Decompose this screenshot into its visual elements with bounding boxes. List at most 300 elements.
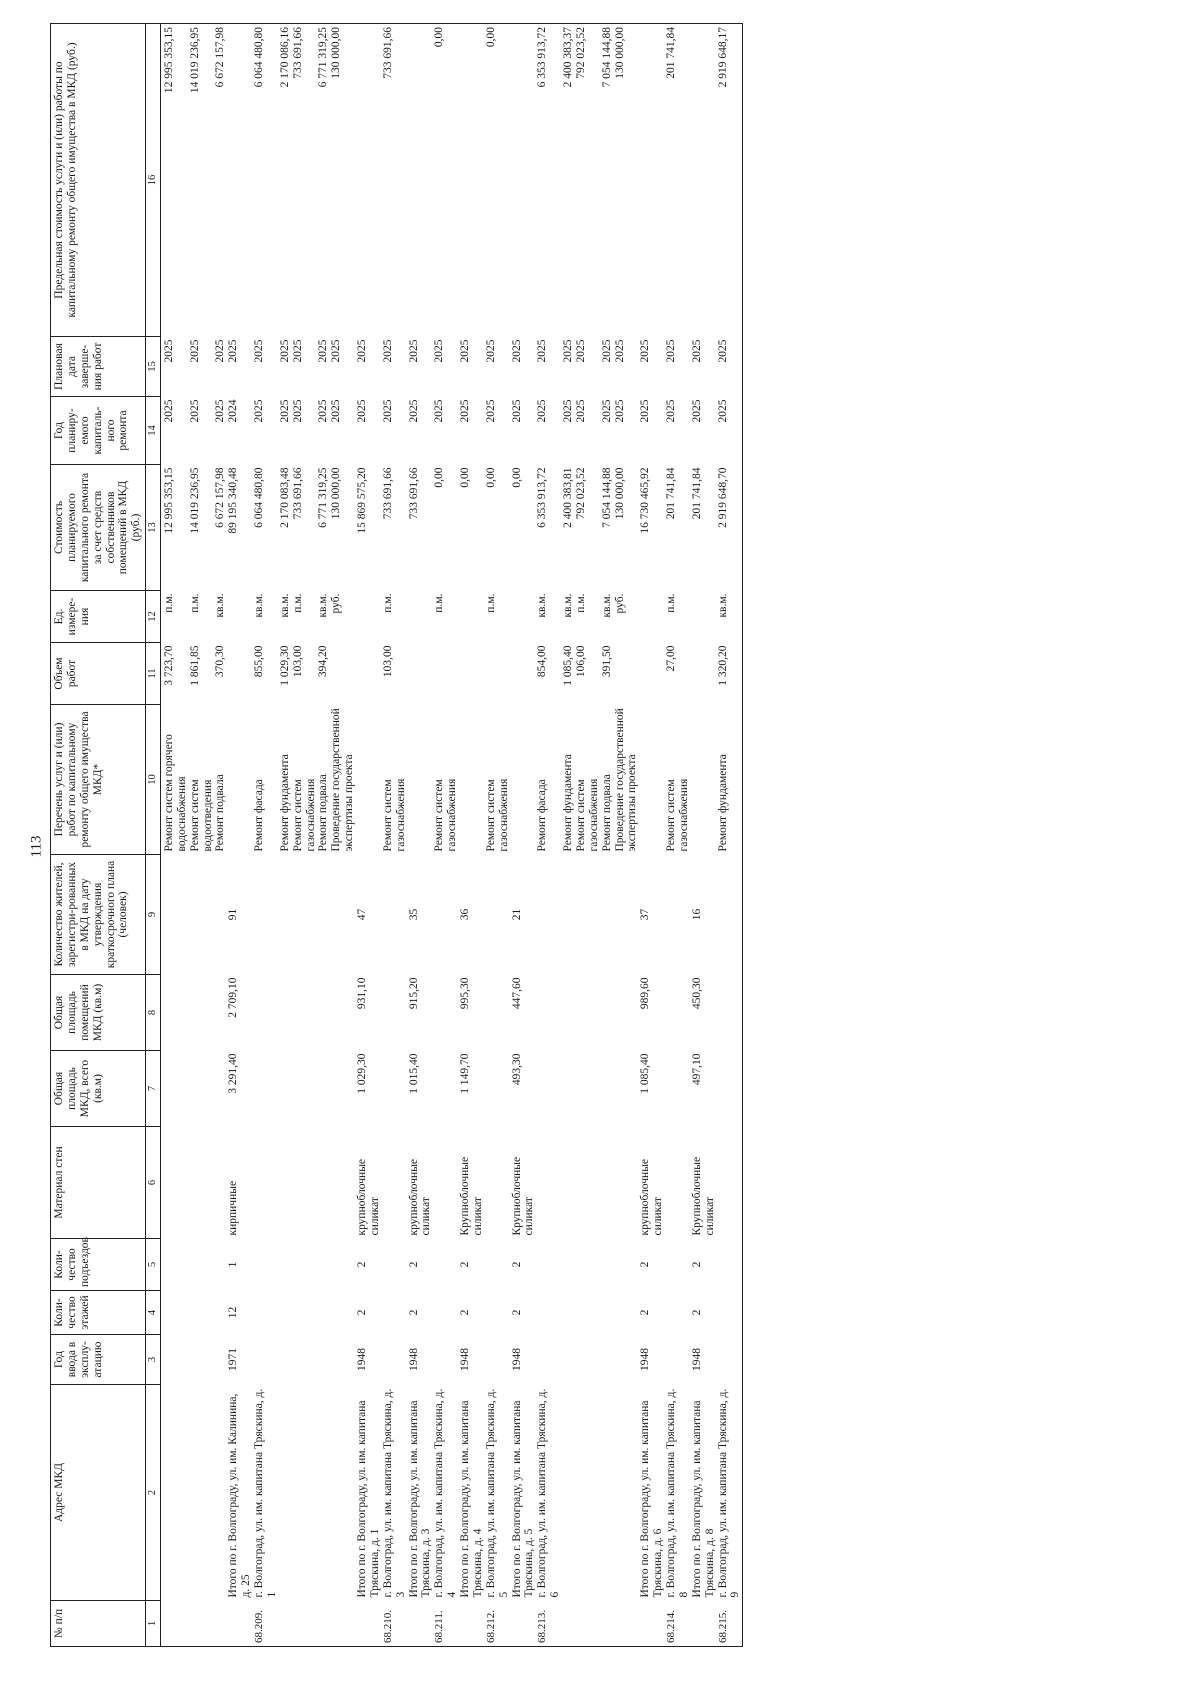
completion-date-cell: 2025 <box>639 339 652 363</box>
work-type-cell: Ремонт систем горячего водоснабжения <box>162 734 188 852</box>
work-volume-cell: 855,00 <box>253 645 265 678</box>
max-cost-cell: 6 064 480,80 <box>253 24 279 337</box>
max-cost-cell: 733 691,66 <box>292 24 318 337</box>
table-row <box>292 24 318 1647</box>
work-volume-cell: 27,00 <box>665 645 677 672</box>
address-cell: Итого по г. Волгограду, ул. им. капитана Тряскина, д. 8 <box>690 1400 716 1598</box>
repair-year-cell: 2025 <box>574 399 587 423</box>
repair-year-cell: 2025 <box>407 399 420 423</box>
wall-material-cell <box>717 1127 743 1239</box>
year-built-cell <box>253 1335 279 1385</box>
year-built-cell <box>433 1335 459 1385</box>
table-row <box>717 24 743 1647</box>
completion-date-cell: 2025 <box>188 339 201 363</box>
wall-material-cell <box>382 1127 408 1239</box>
total-area-cell <box>189 1051 215 1127</box>
repair-year-cell: 2025 <box>459 399 471 423</box>
planned-cost-cell: 0,00 <box>459 467 471 488</box>
entrances-cell <box>160 1239 188 1291</box>
work-type-cell: Ремонт фундамента <box>278 754 291 852</box>
premises-area-cell <box>485 975 511 1051</box>
row-number-cell <box>408 1601 434 1647</box>
entrances-cell <box>253 1239 279 1291</box>
column-header-13: Стоимость планируемого капитального ремонта за счет средств собственников помещений в МКД (руб.) <box>51 465 146 591</box>
repair-year-cell: 2025 <box>690 399 703 423</box>
table-row <box>511 24 537 1647</box>
repair-year-cell: 2025 <box>613 399 626 423</box>
completion-date-cell: 2025 <box>356 339 368 363</box>
unit-cell: кв.м. <box>278 593 291 618</box>
max-cost-cell: 7 054 144,88 <box>601 24 614 337</box>
row-number-cell <box>279 1601 292 1647</box>
column-header-11: Объем работ <box>51 643 146 705</box>
year-built-cell: 1948 <box>356 1348 368 1371</box>
wall-material-cell <box>214 1127 227 1239</box>
residents-cell <box>279 855 292 975</box>
address-cell <box>562 1385 575 1601</box>
unit-cell <box>408 591 434 643</box>
residents-cell: 35 <box>407 908 420 921</box>
unit-cell: руб. <box>613 593 626 614</box>
column-header-7: Общая площадь МКД, всего (кв.м) <box>51 1051 146 1127</box>
planned-cost-cell: 12 995 353,15 <box>162 467 175 534</box>
repair-year-cell: 2025 <box>510 399 523 423</box>
premises-area-cell <box>601 975 614 1051</box>
total-area-cell <box>665 1051 691 1127</box>
repair-year-cell: 2025 <box>330 399 343 423</box>
year-built-cell: 1948 <box>510 1348 523 1371</box>
entrances-cell: 2 <box>639 1261 652 1268</box>
work-volume-cell <box>356 643 382 705</box>
row-number-cell <box>614 1601 640 1647</box>
column-number-12: 12 <box>146 591 161 643</box>
completion-date-cell: 2025 <box>407 339 420 363</box>
entrances-cell <box>330 1239 356 1291</box>
floors-cell <box>317 1291 330 1335</box>
work-volume-cell <box>227 643 253 705</box>
entrances-cell <box>317 1239 330 1291</box>
residents-cell: 21 <box>510 908 523 921</box>
table-row <box>601 24 614 1647</box>
max-cost-cell: 792 023,52 <box>575 24 601 337</box>
year-built-cell <box>575 1335 601 1385</box>
work-volume-cell: 1 085,40 <box>562 645 574 686</box>
repair-year-cell: 2024 <box>227 399 240 423</box>
entrances-cell <box>536 1239 562 1291</box>
year-built-cell <box>292 1335 318 1385</box>
address-cell <box>601 1385 614 1601</box>
address-cell: г. Волгоград, ул. им. капитана Тряскина, д. 5 <box>484 1388 510 1598</box>
address-cell: Итого по г. Волгограду, ул. им. капитана Тряскина, д. 3 <box>407 1400 433 1598</box>
planned-cost-cell: 0,00 <box>433 467 446 488</box>
page-number: 113 <box>28 835 45 858</box>
residents-cell <box>536 855 562 975</box>
wall-material-cell <box>279 1127 292 1239</box>
work-type-cell <box>227 705 253 855</box>
premises-area-cell <box>717 975 743 1051</box>
wall-material-cell <box>665 1127 691 1239</box>
unit-cell: п.м. <box>291 593 304 613</box>
completion-date-cell: 2025 <box>162 339 175 363</box>
row-number-cell <box>292 1601 318 1647</box>
premises-area-cell <box>614 975 640 1051</box>
column-header-4: Коли-чество этажей <box>51 1291 146 1335</box>
floors-cell <box>433 1291 459 1335</box>
completion-date-cell: 2025 <box>291 339 304 363</box>
unit-cell: кв.м. <box>317 593 330 618</box>
premises-area-cell <box>330 975 356 1051</box>
premises-area-cell <box>292 975 318 1051</box>
wall-material-cell <box>485 1127 511 1239</box>
year-built-cell <box>614 1335 640 1385</box>
wall-material-cell <box>614 1127 640 1239</box>
address-cell: г. Волгоград, ул. им. капитана Тряскина, д. 1 <box>253 1388 278 1598</box>
table-row <box>485 24 511 1647</box>
row-number-cell <box>227 1601 253 1647</box>
table-row <box>665 24 691 1647</box>
premises-area-cell <box>279 975 292 1051</box>
row-number-cell: 68.213. <box>536 1601 562 1647</box>
work-type-cell: Ремонт систем водоотведения <box>188 779 214 852</box>
work-type-cell: Проведение государственной экспертизы проекта <box>330 708 356 852</box>
floors-cell <box>214 1291 227 1335</box>
work-type-cell: Ремонт фундамента <box>717 705 743 855</box>
residents-cell: 16 <box>690 908 703 921</box>
unit-cell: кв.м. <box>214 593 227 618</box>
address-cell <box>214 1385 227 1601</box>
work-type-cell <box>691 705 717 855</box>
residents-cell <box>433 855 459 975</box>
completion-date-cell: 2025 <box>381 339 394 363</box>
planned-cost-cell: 89 195 340,48 <box>227 467 240 534</box>
residents-cell: 37 <box>639 908 652 921</box>
work-type-cell: Ремонт систем газоснабжения <box>433 778 459 852</box>
year-built-cell <box>317 1335 330 1385</box>
address-cell <box>317 1385 330 1601</box>
max-cost-cell: 0,00 <box>433 24 459 337</box>
work-type-cell <box>408 705 434 855</box>
column-header-15: Плановая дата заверше-ния работ <box>51 337 146 397</box>
planned-cost-cell: 6 064 480,80 <box>253 467 265 528</box>
max-cost-cell: 2 170 086,16 <box>279 24 292 337</box>
premises-area-cell <box>160 975 188 1051</box>
wall-material-cell <box>317 1127 330 1239</box>
column-header-1: № п/п <box>51 1601 146 1647</box>
floors-cell <box>189 1291 215 1335</box>
address-cell: Итого по г. Волгограду, ул. им. Калинина, д. 25 <box>227 1393 253 1598</box>
total-area-cell: 493,30 <box>510 1053 523 1086</box>
repair-year-cell: 2025 <box>214 399 227 423</box>
repair-year-cell: 2025 <box>600 399 613 423</box>
row-number-cell <box>330 1601 356 1647</box>
wall-material-cell <box>433 1127 459 1239</box>
table-row <box>214 24 227 1647</box>
column-number-13: 13 <box>146 465 161 591</box>
unit-cell: кв.м. <box>600 593 613 618</box>
column-header-6: Материал стен <box>51 1127 146 1239</box>
row-number-cell <box>511 1601 537 1647</box>
planned-cost-cell: 16 730 465,92 <box>639 467 652 534</box>
total-area-cell: 1 015,40 <box>407 1053 420 1094</box>
residents-cell <box>562 855 575 975</box>
planned-cost-cell: 733 691,66 <box>291 467 304 520</box>
column-number-7: 7 <box>146 1051 161 1127</box>
entrances-cell <box>214 1239 227 1291</box>
residents-cell <box>382 855 408 975</box>
planned-cost-cell: 0,00 <box>510 467 523 488</box>
work-type-cell: Ремонт фасада <box>253 779 265 852</box>
planned-cost-cell: 14 019 236,95 <box>188 467 201 534</box>
row-number-cell: 68.214. <box>665 1601 691 1647</box>
residents-cell <box>485 855 511 975</box>
unit-cell <box>639 591 665 643</box>
work-type-cell: Ремонт систем газоснабжения <box>484 778 510 852</box>
entrances-cell <box>279 1239 292 1291</box>
completion-date-cell: 2025 <box>484 339 497 363</box>
total-area-cell <box>160 1051 188 1127</box>
row-number-cell <box>160 1601 188 1647</box>
work-volume-cell: 391,50 <box>600 645 613 678</box>
total-area-cell <box>382 1051 408 1127</box>
premises-area-cell <box>189 975 215 1051</box>
work-type-cell: Ремонт систем газоснабжения <box>574 778 600 852</box>
year-built-cell <box>279 1335 292 1385</box>
row-number-cell: 68.210. <box>382 1601 408 1647</box>
unit-cell: п.м. <box>188 593 201 613</box>
table-row <box>614 24 640 1647</box>
entrances-cell <box>382 1239 408 1291</box>
table-row <box>279 24 292 1647</box>
floors-cell: 2 <box>639 1309 652 1316</box>
floors-cell <box>562 1291 575 1335</box>
year-built-cell <box>536 1335 562 1385</box>
row-number-cell <box>214 1601 227 1647</box>
address-cell <box>189 1385 215 1601</box>
max-cost-cell: 130 000,00 <box>330 24 356 337</box>
wall-material-cell: крупноблочные силикат <box>356 1158 381 1236</box>
planned-cost-cell: 6 672 157,98 <box>214 467 227 528</box>
address-cell: г. Волгоград, ул. им. капитана Тряскина, д. 3 <box>381 1388 407 1598</box>
work-volume-cell <box>330 643 356 705</box>
planned-cost-cell: 201 741,84 <box>665 467 677 520</box>
column-number-2: 2 <box>146 1385 161 1601</box>
repair-year-cell: 2025 <box>484 399 497 423</box>
column-number-11: 11 <box>146 643 161 705</box>
unit-cell: кв.м. <box>253 593 265 618</box>
entrances-cell <box>562 1239 575 1291</box>
wall-material-cell <box>160 1127 188 1239</box>
table-row <box>253 24 279 1647</box>
address-cell <box>292 1385 318 1601</box>
address-cell: Итого по г. Волгограду, ул. им. капитана Тряскина, д. 5 <box>510 1400 536 1598</box>
unit-cell: п.м. <box>665 593 677 613</box>
unit-cell <box>356 591 382 643</box>
total-area-cell <box>601 1051 614 1127</box>
premises-area-cell <box>575 975 601 1051</box>
unit-cell <box>459 591 485 643</box>
work-volume-cell <box>485 643 511 705</box>
completion-date-cell: 2025 <box>214 339 227 363</box>
floors-cell <box>292 1291 318 1335</box>
max-cost-cell: 12 995 353,15 <box>160 24 188 337</box>
residents-cell <box>717 855 743 975</box>
max-cost-cell: 2 400 383,37 <box>562 24 575 337</box>
year-built-cell <box>160 1335 188 1385</box>
unit-cell: п.м. <box>381 593 394 613</box>
year-built-cell: 1948 <box>459 1348 471 1371</box>
column-header-8: Общая площадь помещений МКД (кв.м) <box>51 975 146 1051</box>
residents-cell: 91 <box>227 908 240 921</box>
completion-date-cell: 2025 <box>330 339 343 363</box>
total-area-cell <box>536 1051 562 1127</box>
year-built-cell <box>665 1335 691 1385</box>
work-type-cell: Ремонт фасада <box>536 779 549 852</box>
column-header-2: Адрес МКД <box>51 1385 146 1601</box>
completion-date-cell: 2025 <box>562 339 574 363</box>
residents-cell <box>292 855 318 975</box>
year-built-cell <box>189 1335 215 1385</box>
wall-material-cell <box>330 1127 356 1239</box>
completion-date-cell: 2025 <box>253 339 265 363</box>
address-cell <box>279 1385 292 1601</box>
planned-cost-cell: 2 919 648,70 <box>717 465 743 591</box>
column-number-9: 9 <box>146 855 161 975</box>
planned-cost-cell: 15 869 575,20 <box>356 467 368 534</box>
total-area-cell <box>717 1051 743 1127</box>
floors-cell: 2 <box>459 1309 471 1316</box>
entrances-cell <box>717 1239 743 1291</box>
table-header <box>51 24 161 1647</box>
residents-cell <box>160 855 188 975</box>
floors-cell <box>253 1291 279 1335</box>
work-volume-cell: 854,00 <box>536 645 549 678</box>
premises-area-cell: 995,30 <box>459 977 471 1010</box>
unit-cell: руб. <box>330 593 343 614</box>
premises-area-cell: 989,60 <box>639 977 652 1010</box>
repair-year-cell: 2025 <box>291 399 304 423</box>
planned-cost-cell: 6 771 319,25 <box>317 467 330 528</box>
completion-date-cell: 2025 <box>717 337 743 397</box>
work-volume-cell: 3 723,70 <box>162 645 175 686</box>
column-number-16: 16 <box>146 24 161 337</box>
column-number-row <box>146 24 161 1647</box>
year-built-cell: 1948 <box>407 1348 420 1371</box>
row-number-cell <box>562 1601 575 1647</box>
row-number-cell <box>189 1601 215 1647</box>
premises-area-cell: 2 709,10 <box>227 977 240 1018</box>
residents-cell <box>614 855 640 975</box>
table-row <box>317 24 330 1647</box>
total-area-cell <box>575 1051 601 1127</box>
premises-area-cell <box>665 975 691 1051</box>
table-body <box>160 24 742 1647</box>
floors-cell <box>330 1291 356 1335</box>
repair-year-cell: 2025 <box>188 399 201 423</box>
floors-cell <box>575 1291 601 1335</box>
floors-cell: 2 <box>356 1309 368 1316</box>
work-volume-cell: 103,00 <box>291 645 304 678</box>
work-volume-cell: 103,00 <box>381 645 394 678</box>
planned-cost-cell: 201 741,84 <box>690 467 703 520</box>
premises-area-cell <box>253 975 279 1051</box>
wall-material-cell <box>292 1127 318 1239</box>
completion-date-cell: 2025 <box>690 339 703 363</box>
repair-year-cell: 2025 <box>665 399 677 423</box>
table-row <box>459 24 485 1647</box>
address-cell <box>614 1385 640 1601</box>
residents-cell <box>317 855 330 975</box>
max-cost-cell: 6 353 913,72 <box>536 24 562 337</box>
completion-date-cell: 2025 <box>278 339 291 363</box>
planned-cost-cell: 792 023,52 <box>574 467 587 520</box>
table-row <box>562 24 575 1647</box>
total-area-cell <box>562 1051 575 1127</box>
max-cost-cell <box>408 24 434 337</box>
table-row <box>639 24 665 1647</box>
floors-cell <box>601 1291 614 1335</box>
premises-area-cell: 450,30 <box>690 977 703 1010</box>
work-type-cell: Ремонт систем газоснабжения <box>291 778 317 852</box>
column-header-5: Коли-чество подъездов <box>51 1239 146 1291</box>
wall-material-cell <box>253 1127 279 1239</box>
entrances-cell <box>433 1239 459 1291</box>
row-number-cell <box>601 1601 614 1647</box>
unit-cell: п.м. <box>574 593 587 613</box>
work-type-cell: Ремонт подвала <box>317 774 330 852</box>
work-volume-cell <box>511 643 537 705</box>
max-cost-cell: 2 919 648,17 <box>717 24 743 337</box>
entrances-cell <box>614 1239 640 1291</box>
total-area-cell <box>614 1051 640 1127</box>
total-area-cell <box>317 1051 330 1127</box>
entrances-cell <box>575 1239 601 1291</box>
rotated-page <box>50 27 1160 1647</box>
table-row <box>356 24 382 1647</box>
work-volume-cell: 1 861,85 <box>188 645 201 686</box>
residents-cell <box>330 855 356 975</box>
repair-year-cell: 2025 <box>278 399 291 423</box>
work-type-cell <box>639 705 665 855</box>
work-type-cell: Ремонт фундамента <box>562 754 574 852</box>
total-area-cell <box>214 1051 227 1127</box>
address-cell: г. Волгоград, ул. им. капитана Тряскина, д. 9 <box>717 1385 743 1601</box>
unit-cell: кв.м. <box>562 593 574 618</box>
repair-year-cell: 2025 <box>639 399 652 423</box>
column-number-15: 15 <box>146 337 161 397</box>
table-row <box>575 24 601 1647</box>
max-cost-cell: 6 672 157,98 <box>214 24 227 337</box>
planned-cost-cell: 7 054 144,88 <box>600 467 613 528</box>
work-type-cell: Ремонт подвала <box>214 774 227 852</box>
address-cell: Итого по г. Волгограду, ул. им. капитана Тряскина, д. 4 <box>459 1400 484 1598</box>
year-built-cell: 1948 <box>639 1348 652 1371</box>
wall-material-cell: Крупноблочные силикат <box>459 1156 484 1236</box>
total-area-cell: 1 029,30 <box>356 1053 368 1094</box>
work-volume-cell: 370,30 <box>214 645 227 678</box>
floors-cell <box>382 1291 408 1335</box>
total-area-cell <box>330 1051 356 1127</box>
row-number-cell <box>356 1601 382 1647</box>
planned-cost-cell: 130 000,00 <box>613 467 626 520</box>
floors-cell <box>160 1291 188 1335</box>
row-number-cell <box>691 1601 717 1647</box>
entrances-cell: 2 <box>407 1261 420 1268</box>
work-volume-cell: 1 029,30 <box>278 645 291 686</box>
work-volume-cell: 394,20 <box>317 645 330 678</box>
floors-cell <box>717 1291 743 1335</box>
premises-area-cell <box>433 975 459 1051</box>
header-row <box>51 24 146 1647</box>
